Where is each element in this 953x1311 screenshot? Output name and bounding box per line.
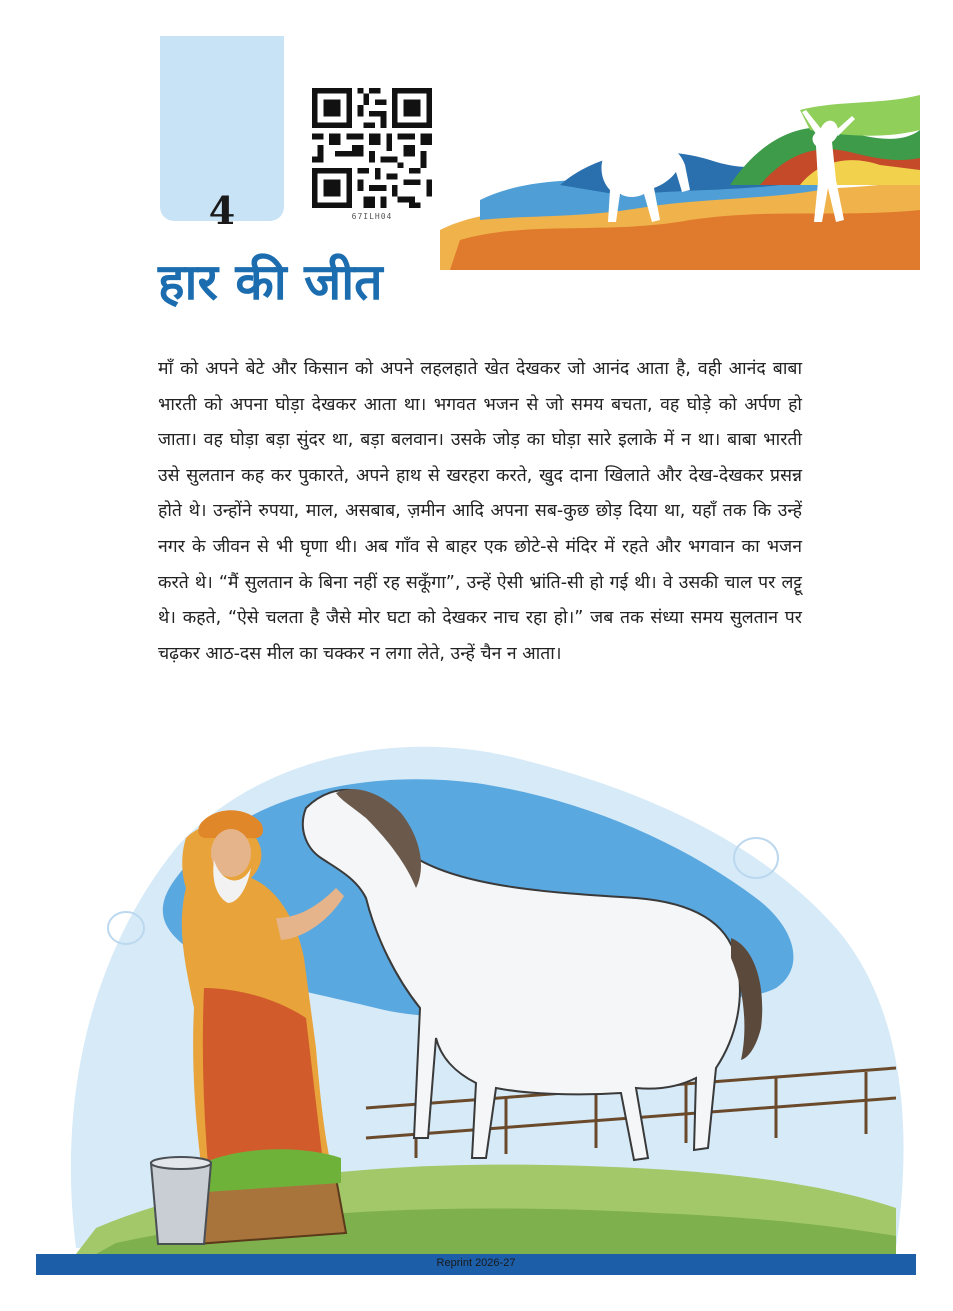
reprint-label: Reprint 2026-27 bbox=[436, 1257, 516, 1269]
chapter-number: 4 bbox=[208, 188, 236, 233]
sage-with-horse-illustration bbox=[36, 688, 916, 1254]
chapter-title: हार की जीत bbox=[158, 253, 383, 311]
qr-caption: 67ILH04 bbox=[351, 212, 393, 221]
header-landscape-illustration bbox=[440, 90, 920, 270]
chapter-number-tab bbox=[160, 36, 284, 233]
footer-bar bbox=[36, 1254, 916, 1275]
qr-code[interactable] bbox=[312, 88, 432, 208]
story-paragraph: माँ को अपने बेटे और किसान को अपने लहलहाते खेत देखकर जो आनंद आता है, वही आनंद बाबा भारती को अपना घोड़ा देखकर आता था। भगवत भजन से जो समय बचता, वह घोड़े को अर्पण हो जाता। वह घोड़ा बड़ा सुंदर था, बड़ा बलवान। उसके जोड़ का घोड़ा सारे इलाके में न था। बाबा भारती उसे सुलतान कह कर पुकारते, अपने हाथ से खरहरा करते, खुद दाना खिलाते और देख-देखकर प्रसन्न होते थे। उन्होंने रुपया, माल, असबाब, ज़मीन आदि अपना सब-कुछ छोड़ दिया था, यहाँ तक कि उन्हें नगर के जीवन से भी घृणा थी। अब गाँव से बाहर एक छोटे-से मंदिर में रहते और भगवान का भजन करते थे। “मैं सुलतान के बिना नहीं रह सकूँगा”, उन्हें ऐसी भ्रांति-सी हो गई थी। वे उसकी चाल पर लट्टू थे। कहते, “ऐसे चलता है जैसे मोर घटा को देखकर नाच रहा हो।” जब तक संध्या समय सुलतान पर चढ़कर आठ-दस मील का चक्कर न लगा लेते, उन्हें चैन न आता। bbox=[158, 359, 802, 664]
